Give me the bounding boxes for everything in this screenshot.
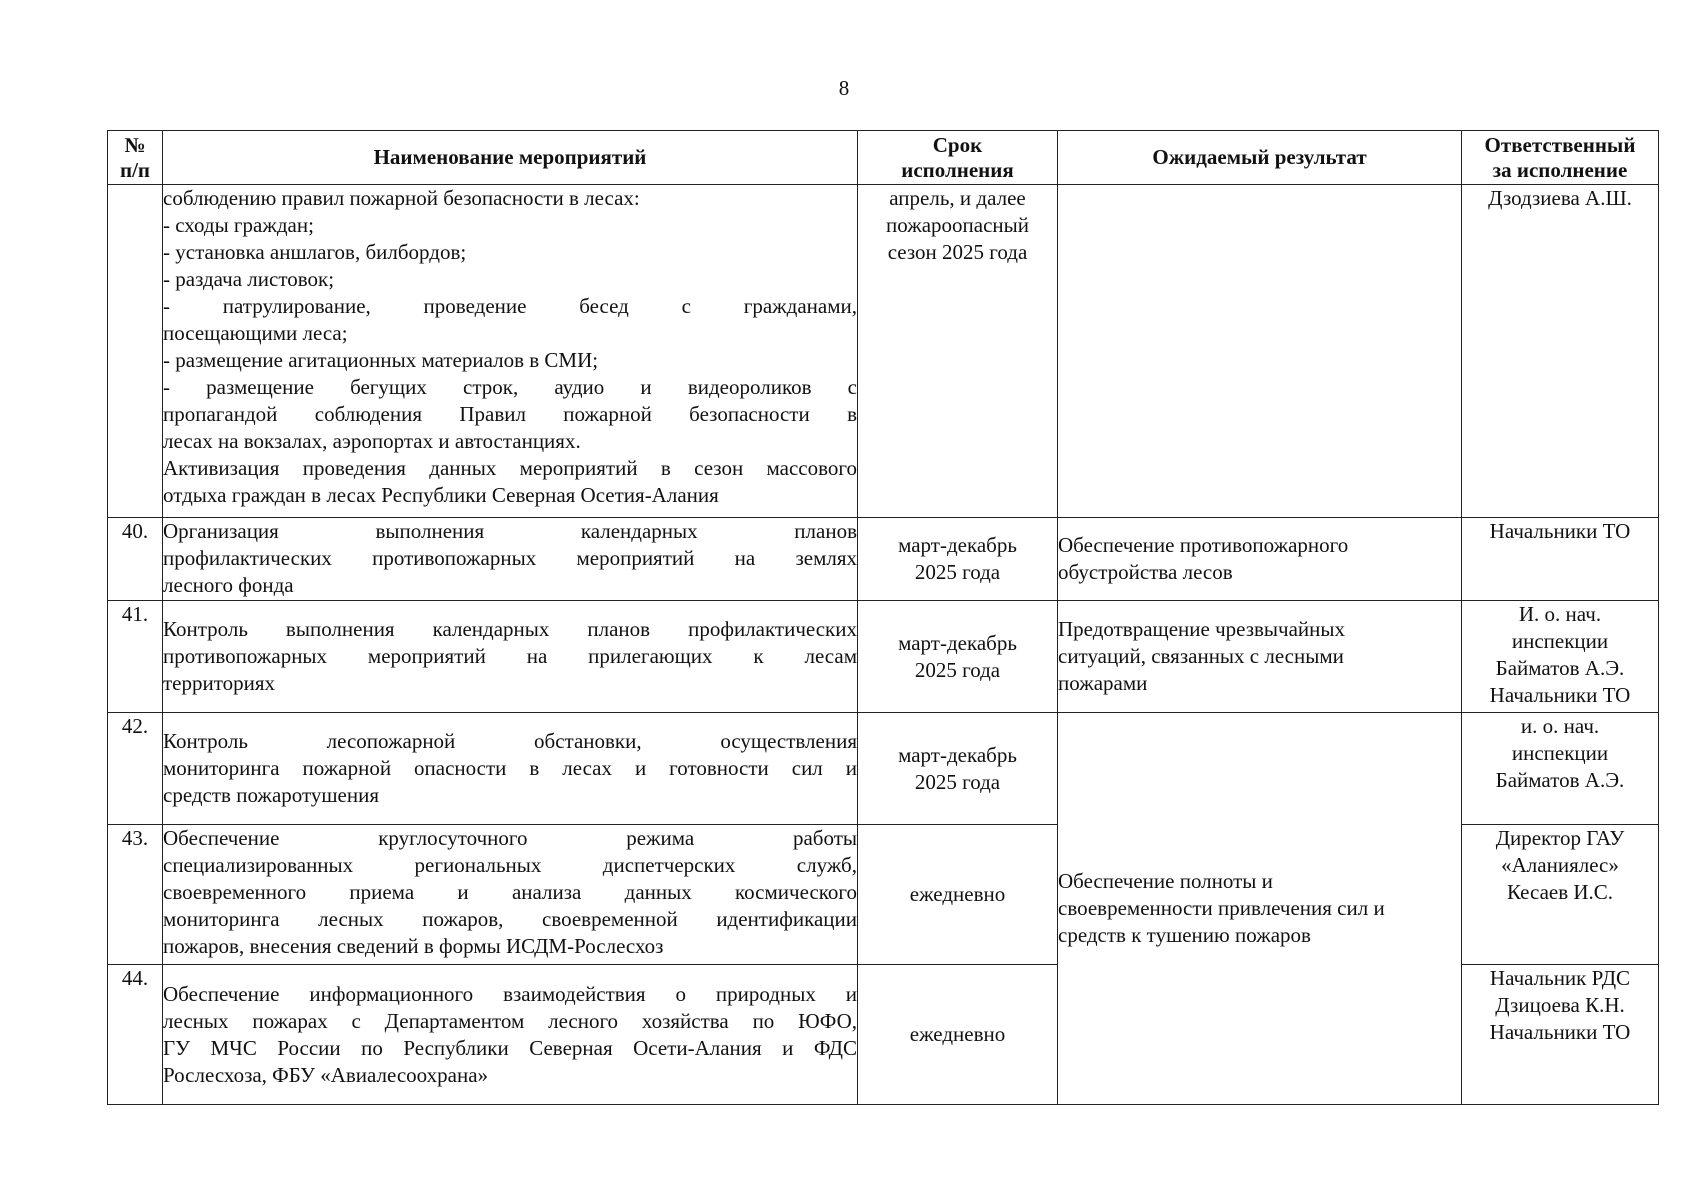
- row-number: 42.: [108, 713, 163, 825]
- row-number: [108, 185, 163, 518]
- header-term: Срок исполнения: [858, 131, 1058, 185]
- responsible: И. о. нач. инспекции Байматов А.Э. Начальники ТО: [1462, 601, 1659, 713]
- table-row: [108, 713, 1659, 825]
- header-result: Ожидаемый результат: [1058, 131, 1462, 185]
- responsible: Начальники ТО: [1462, 518, 1659, 601]
- table-row: [108, 185, 1659, 518]
- responsible: и. о. нач. инспекции Байматов А.Э.: [1462, 713, 1659, 825]
- term: апрель, и далее пожароопасный сезон 2025 года: [858, 185, 1058, 518]
- header-responsible: Ответственный за исполнение: [1462, 131, 1659, 185]
- measure-name: Обеспечение круглосуточного режима работы специализированных региональных диспетчерских служб, своевременного приема и анализа данных космического мониторинга лесных пожаров, своевременной идентификации пожаров, внесения сведений в формы ИСДМ-Рослесхоз: [163, 825, 858, 965]
- expected-result: [1058, 185, 1462, 518]
- measure-name: Контроль выполнения календарных планов профилактических противопожарных мероприятий на прилегающих к лесам территориях: [163, 601, 858, 713]
- header-name: Наименование мероприятий: [163, 131, 858, 185]
- measure-name: соблюдению правил пожарной безопасности в лесах: - сходы граждан; - установка аншлагов, билбордов; - раздача листовок; - патрулирование, проведение бесед с гражданами, посещающими леса; - размещение агитационных материалов в СМИ; - размещение бегущих строк, аудио и видеороликов с пропагандой соблюдения Правил пожарной безопасности в лесах на вокзалах, аэропортах и автостанциях. Активизация проведения данных мероприятий в сезон массового отдыха граждан в лесах Республики Северная Осетия-Алания: [163, 185, 858, 518]
- row-number: 40.: [108, 518, 163, 601]
- measure-name: Обеспечение информационного взаимодействия о природных и лесных пожарах с Департаментом лесного хозяйства по ЮФО, ГУ МЧС России по Республики Северная Осети-Алания и ФДС Рослесхоза, ФБУ «Авиалесоохрана»: [163, 965, 858, 1105]
- measure-name: Организация выполнения календарных планов профилактических противопожарных мероприятий на землях лесного фонда: [163, 518, 858, 601]
- table-row: [108, 601, 1659, 713]
- table-row: [108, 518, 1659, 601]
- term: март-декабрь 2025 года: [858, 601, 1058, 713]
- expected-result: Предотвращение чрезвычайных ситуаций, связанных с лесными пожарами: [1058, 601, 1462, 713]
- term: март-декабрь 2025 года: [858, 713, 1058, 825]
- measures-table: [107, 130, 1659, 1105]
- row-number: 43.: [108, 825, 163, 965]
- page-number: 8: [838, 76, 850, 100]
- term: март-декабрь 2025 года: [858, 518, 1058, 601]
- measure-name: Контроль лесопожарной обстановки, осуществления мониторинга пожарной опасности в лесах и готовности сил и средств пожаротушения: [163, 713, 858, 825]
- row-number: 44.: [108, 965, 163, 1105]
- responsible: Директор ГАУ «Аланиялес» Кесаев И.С.: [1462, 825, 1659, 965]
- expected-result-merged: Обеспечение полноты и своевременности привлечения сил и средств к тушению пожаров: [1058, 713, 1462, 1105]
- responsible: Дзодзиева А.Ш.: [1462, 185, 1659, 518]
- header-num: № п/п: [108, 131, 163, 185]
- responsible: Начальник РДС Дзицоева К.Н. Начальники ТО: [1462, 965, 1659, 1105]
- table-header-row: [108, 131, 1659, 185]
- term: ежедневно: [858, 825, 1058, 965]
- term: ежедневно: [858, 965, 1058, 1105]
- row-number: 41.: [108, 601, 163, 713]
- expected-result: Обеспечение противопожарного обустройства лесов: [1058, 518, 1462, 601]
